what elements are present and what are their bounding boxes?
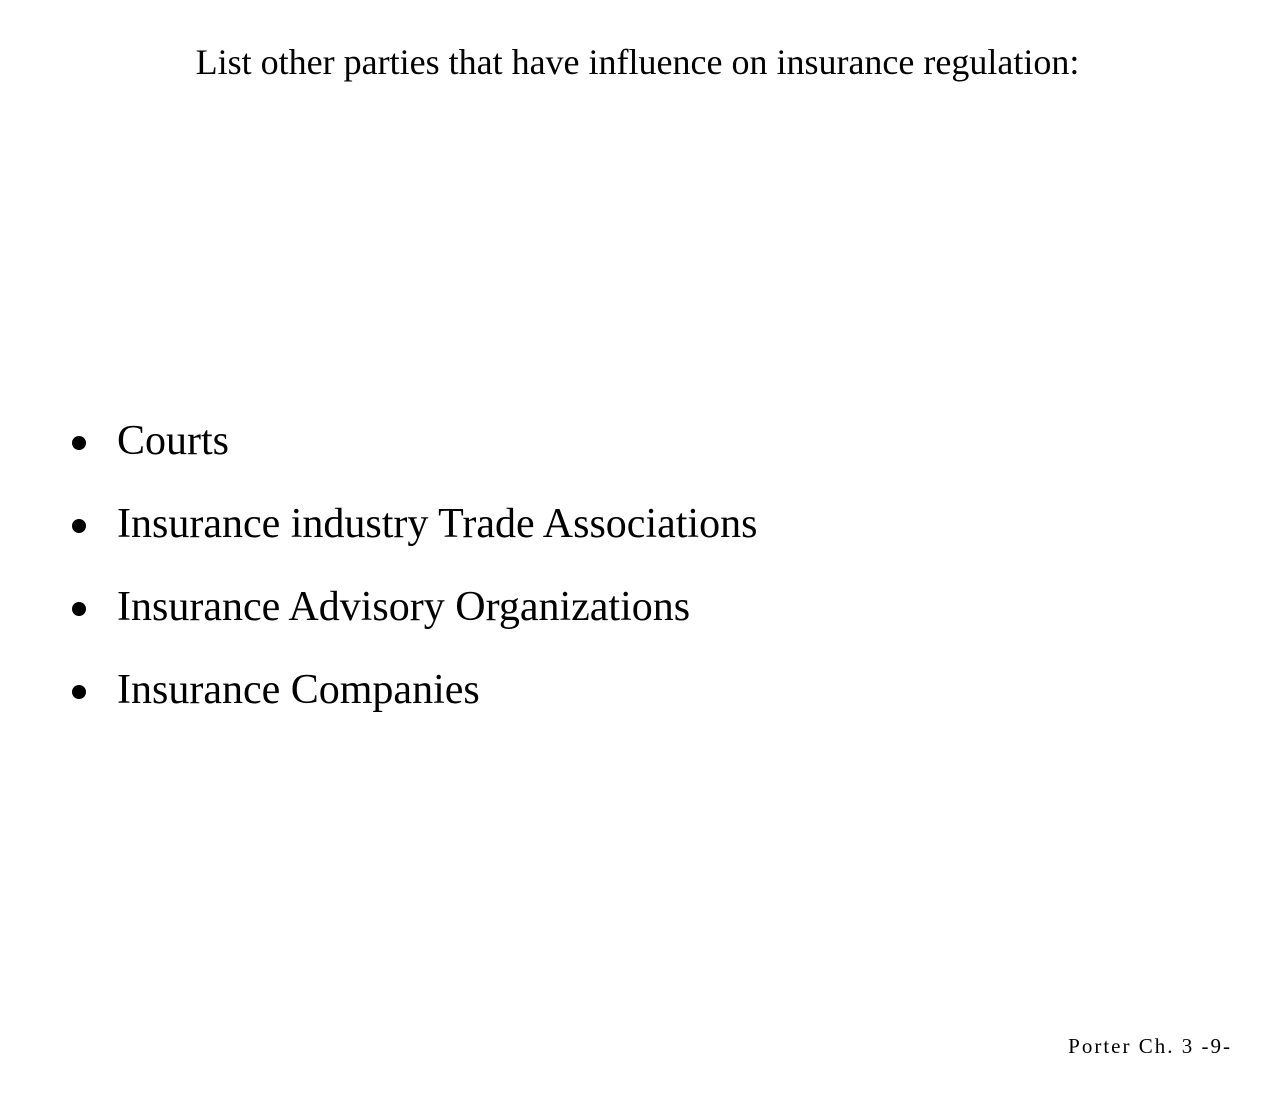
bullet-icon <box>72 602 86 616</box>
list-item-label: Insurance industry Trade Associations <box>117 501 758 547</box>
list-item <box>66 418 757 501</box>
list-item-label: Courts <box>117 418 230 464</box>
list-item-label: Insurance Companies <box>117 667 480 713</box>
bullet-list <box>66 418 757 750</box>
bullet-icon <box>72 436 86 450</box>
list-item-label: Insurance Advisory Organizations <box>117 584 691 630</box>
list-item <box>66 501 757 584</box>
list-item <box>66 584 757 667</box>
page-footer: Porter Ch. 3 -9- <box>1068 1034 1232 1058</box>
bullet-icon <box>72 685 86 699</box>
bullet-icon <box>72 519 86 533</box>
list-item <box>66 667 757 750</box>
page-title: List other parties that have influence on insurance regulation: <box>195 42 1080 82</box>
